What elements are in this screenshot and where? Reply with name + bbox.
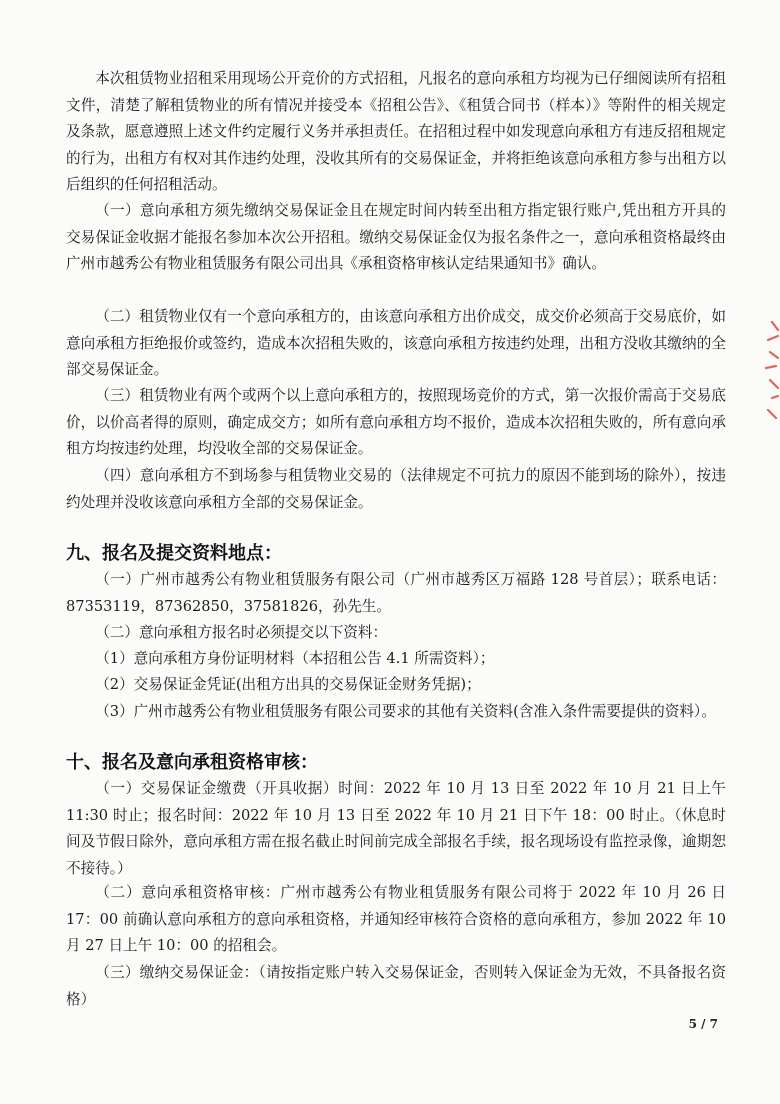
- section-9-item-5: （3）广州市越秀公有物业租赁服务有限公司要求的其他有关资料(含准入条件需要提供的资料）。: [95, 703, 716, 720]
- seal-stamp-edge-icon: [758, 318, 780, 428]
- clause-4-paragraph: （四）意向承租方不到场参与租赁物业交易的（法律规定不可抗力的原因不能到场的除外），按违约处理并没收该意向承租方全部的交易保证金。: [66, 467, 726, 511]
- section-9-item-3: （1）意向承租方身份证明材料（本招租公告 4.1 所需资料）；: [95, 650, 495, 667]
- section-10-item-2: （二）意向承租资格审核：广州市越秀公有物业租赁服务有限公司将于 2022 年 10 月 26 日 17：00 前确认意向承租方的意向承租资格，并通知经审核符合资格的意向承租方，参加 2022 年 10 月 27 日上午 10：00 的招租会。: [66, 884, 726, 954]
- page-number: 5 / 7: [688, 1017, 718, 1031]
- section-9-heading: 九、报名及提交资料地点：: [66, 543, 282, 564]
- clause-1-paragraph: （一）意向承租方须先缴纳交易保证金且在规定时间内转至出租方指定银行账户,凭出租方开具的交易保证金收据才能报名参加本次公开招租。缴纳交易保证金仅为报名条件之一，意向承租资格最终由广州市越秀公有物业租赁服务有限公司出具《承租资格审核认定结果通知书》确认。: [66, 202, 726, 272]
- section-9-item-4: （2）交易保证金凭证(出租方出具的交易保证金财务凭据)；: [95, 676, 481, 693]
- section-10-item-3: （三）缴纳交易保证金：（请按指定账户转入交易保证金，否则转入保证金为无效，不具备报名资格）: [66, 964, 726, 1008]
- section-10-heading: 十、报名及意向承租资格审核：: [66, 752, 318, 773]
- section-9-item-2: （二）意向承租方报名时必须提交以下资料：: [95, 624, 388, 641]
- clause-3-paragraph: （三）租赁物业有两个或两个以上意向承租方的，按照现场竞价的方式，第一次报价需高于交易底价，以价高者得的原则，确定成交方；如所有意向承租方均不报价，造成本次招租失败的，所有意向承租方均按违约处理，均没收全部的交易保证金。: [66, 387, 726, 457]
- clause-2-paragraph: （二）租赁物业仅有一个意向承租方的，由该意向承租方出价成交，成交价必须高于交易底价，如意向承租方拒绝报价或签约，造成本次招租失败的，该意向承租方按违约处理，出租方没收其缴纳的全部交易保证金。: [66, 308, 726, 378]
- intro-paragraph: 本次租赁物业招租采用现场公开竞价的方式招租，凡报名的意向承租方均视为已仔细阅读所有招租文件，清楚了解租赁物业的所有情况并接受本《招租公告》、《租赁合同书（样本）》等附件的相关规定及条款，愿意遵照上述文件约定履行义务并承担责任。在招租过程中如发现意向承租方有违反招租规定的行为，出租方有权对其作违约处理，没收其所有的交易保证金，并将拒绝该意向承租方参与出租方以后组织的任何招租活动。: [66, 70, 726, 193]
- section-9-item-1: （一）广州市越秀公有物业租赁服务有限公司（广州市越秀区万福路 128 号首层）；联系电话： 87353119，87362850，37581826，孙先生。: [66, 571, 726, 615]
- section-10-item-1: （一）交易保证金缴费（开具收据）时间：2022 年 10 月 13 日至 2022 年 10 月 21 日上午 11:30 时止；报名时间：2022 年 10 月 13 日至 2022 年 10 月 21 日下午 18：00 时止。（休息时间及节假日除外，意向承租方需在报名截止时间前完成全部报名手续，报名现场设有监控录像，逾期恕不接待。）: [66, 780, 726, 877]
